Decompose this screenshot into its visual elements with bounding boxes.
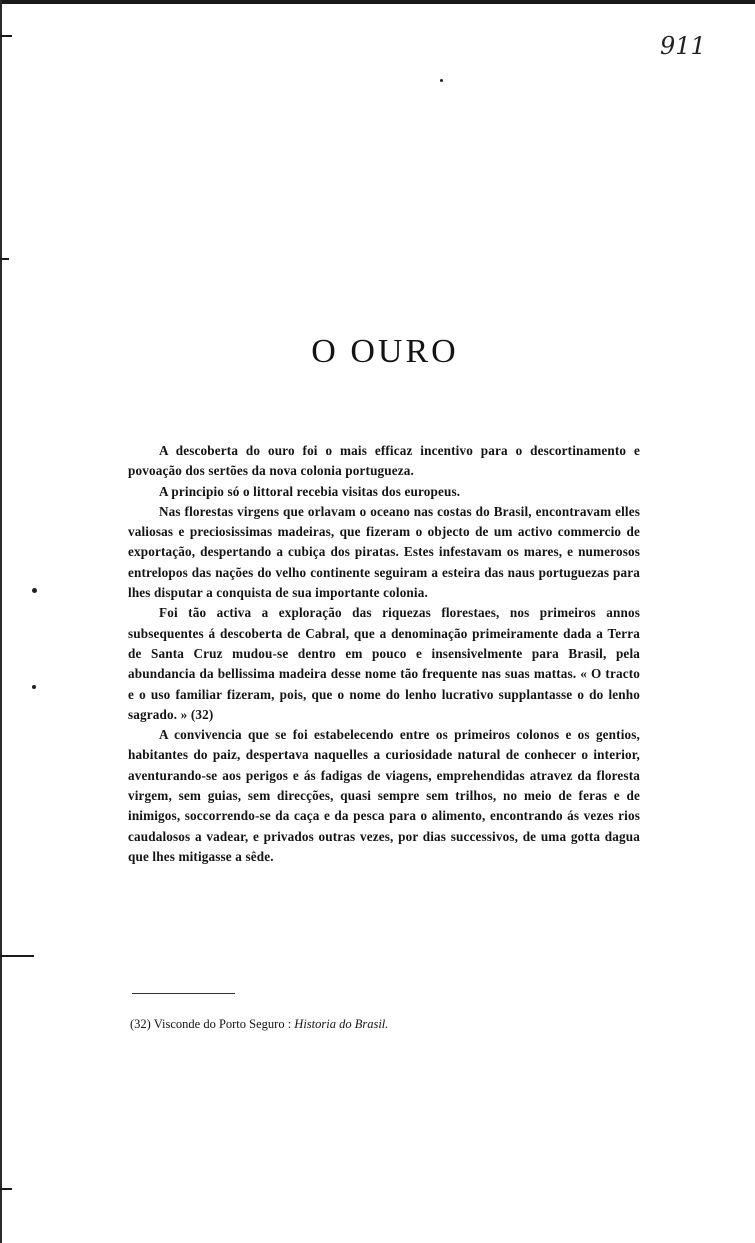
body-text — [128, 441, 640, 867]
top-border-line — [0, 0, 755, 4]
page-number: 911 — [660, 32, 706, 60]
footnote — [130, 1017, 388, 1032]
left-edge-mark — [0, 35, 12, 37]
paragraph: A principio só o littoral recebia visitas dos europeus. — [159, 483, 461, 499]
footnote-author: Visconde do Porto Seguro : — [153, 1017, 292, 1031]
paragraph: Foi tão activa a exploração das riquezas florestaes, nos primeiros annos subsequentes á descoberta de Cabral, que a denominação primeiramente dada a Terra de Santa Cruz mudou-se dentro em pouco e insensivelmente para Brasil, pela abundancia da bellissima madeira desse nome tão frequente nas suas mattas. « O tracto e o uso familiar fizeram, pois, que o nome do lenho lucrativo supplantasse o do lenho sagrado. » (32) — [128, 605, 640, 722]
scan-speck — [32, 588, 37, 593]
paragraph: A convivencia que se foi estabelecendo entre os primeiros colonos e os gentios, habitantes do paiz, despertava naquelles a curiosidade natural de conhecer o interior, aventurando-se aos perigos e ás fadigas de viagens, emprehendidas atravez da floresta virgem, sem guias, sem direcções, quasi sempre sem trilhos, no meio de feras e de inimigos, soccorrendo-se da caça e da pesca para o alimento, encontrando ás vezes rios caudalosos a vadear, e privados outras vezes, por dias successivos, de uma gotta dagua que lhes mitigasse a sêde. — [128, 727, 640, 864]
footnote-work: Historia do Brasil. — [294, 1017, 389, 1031]
footnote-marker: (32) — [130, 1017, 151, 1031]
paragraph: A descoberta do ouro foi o mais efficaz incentivo para o descortinamento e povoação dos sertões da nova colonia portugueza. — [128, 443, 640, 479]
left-edge-mark — [0, 955, 34, 957]
footnote-separator — [132, 993, 235, 994]
scan-speck — [440, 79, 443, 82]
paragraph: Nas florestas virgens que orlavam o oceano nas costas do Brasil, encontravam elles valiosas e preciosissimas madeiras, que fizeram o objecto de um activo commercio de exportação, despertando a cubiça dos piratas. Estes infestavam os mares, e numerosos entrelopos das nações do velho continente seguiram a esteira das naus portuguezas para lhes disputar a conquista de sua importante colonia. — [128, 503, 640, 601]
chapter-title: O OURO — [311, 333, 459, 370]
left-edge-mark — [0, 258, 9, 260]
left-scan-edge — [0, 0, 2, 1243]
scan-speck — [32, 685, 36, 689]
left-edge-mark — [0, 1188, 12, 1190]
